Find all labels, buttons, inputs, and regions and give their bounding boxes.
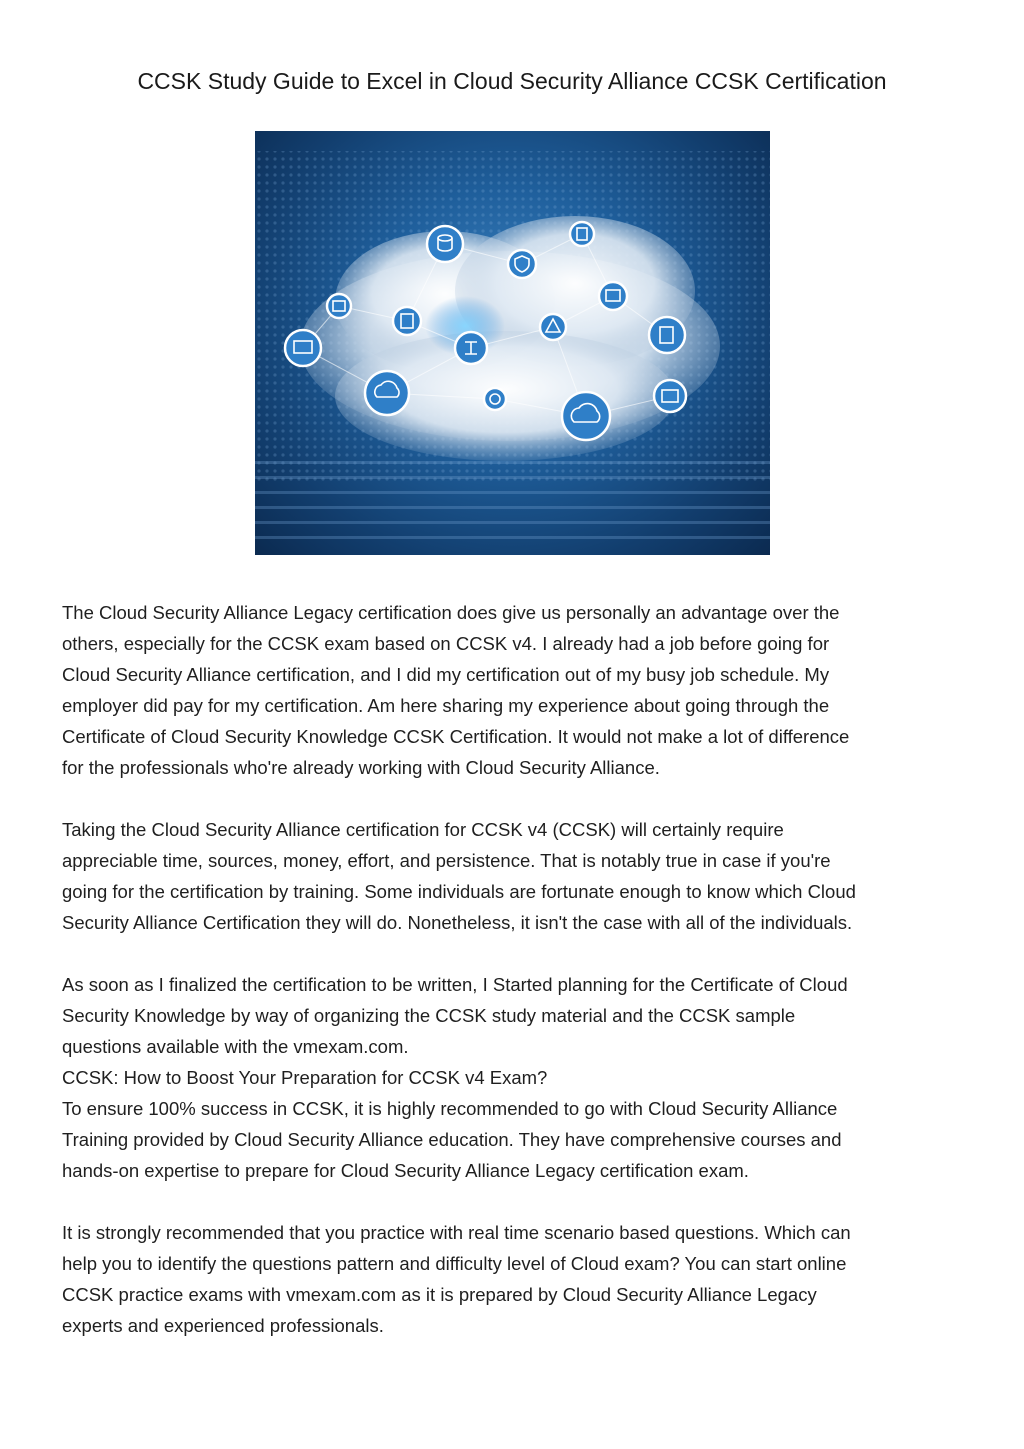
camera-node-icon [654,380,686,412]
paragraph-line: Certificate of Cloud Security Knowledge CCSK Certification. It would not make a lot of difference [62,726,850,747]
monitor-node-icon [285,330,321,366]
paragraph-line: employer did pay for my certification. Am here sharing my experience about going through the [62,695,830,716]
paragraph-line: Security Knowledge by way of organizing the CCSK study material and the CCSK sample [62,1005,796,1026]
paragraph-line: As soon as I finalized the certification to be written, I Started planning for the Certificate of Cloud [62,974,848,995]
cloud-security-network-illustration [255,131,770,555]
server-node-icon [327,294,351,318]
cloud-network-svg [255,131,770,555]
folder-node-icon [599,282,627,310]
page-title: CCSK Study Guide to Excel in Cloud Security Alliance CCSK Certification [137,68,887,94]
shield-node-icon [508,250,536,278]
article-body [62,597,962,1341]
paragraph-line: It is strongly recommended that you practice with real time scenario based questions. Which can [62,1222,851,1243]
document-node-icon [570,222,594,246]
paragraph-line: To ensure 100% success in CCSK, it is highly recommended to go with Cloud Security Alliance [62,1098,838,1119]
paragraph-line: for the professionals who're already working with Cloud Security Alliance. [62,757,660,778]
paragraph-line: Taking the Cloud Security Alliance certification for CCSK v4 (CCSK) will certainly require [62,819,784,840]
paragraph-gap [62,783,962,814]
paragraph-line: others, especially for the CCSK exam based on CCSK v4. I already had a job before going for [62,633,830,654]
paragraph-line: experts and experienced professionals. [62,1315,384,1336]
paragraph-line: hands-on expertise to prepare for Cloud Security Alliance Legacy certification exam. [62,1160,749,1181]
paragraph-line: The Cloud Security Alliance Legacy certification does give us personally an advantage over the [62,602,840,623]
globe-node-icon [484,388,506,410]
paragraph-line: help you to identify the questions pattern and difficulty level of Cloud exam? You can start online [62,1253,847,1274]
cloud-upload-node-icon [562,392,610,440]
paragraph-gap [62,938,962,969]
paragraph-line: questions available with the vmexam.com. [62,1036,409,1057]
paragraph-line: Training provided by Cloud Security Alliance education. They have comprehensive courses and [62,1129,842,1150]
report-node-icon [649,317,685,353]
paragraph-gap [62,1186,962,1217]
paragraph-line: appreciable time, sources, money, effort, and persistence. That is notably true in case if you're [62,850,831,871]
paragraph-line: Security Alliance Certification they will do. Nonetheless, it isn't the case with all of the individuals. [62,912,853,933]
section-heading: CCSK: How to Boost Your Preparation for CCSK v4 Exam? [62,1067,548,1088]
paragraph-line: CCSK practice exams with vmexam.com as it is prepared by Cloud Security Alliance Legacy [62,1284,817,1305]
paragraph-line: going for the certification by training. Some individuals are fortunate enough to know which Cloud [62,881,856,902]
list-node-icon [393,307,421,335]
database-node-icon [427,226,463,262]
cloud-node-icon [365,371,409,415]
paragraph-line: Cloud Security Alliance certification, and I did my certification out of my busy job schedule. My [62,664,830,685]
